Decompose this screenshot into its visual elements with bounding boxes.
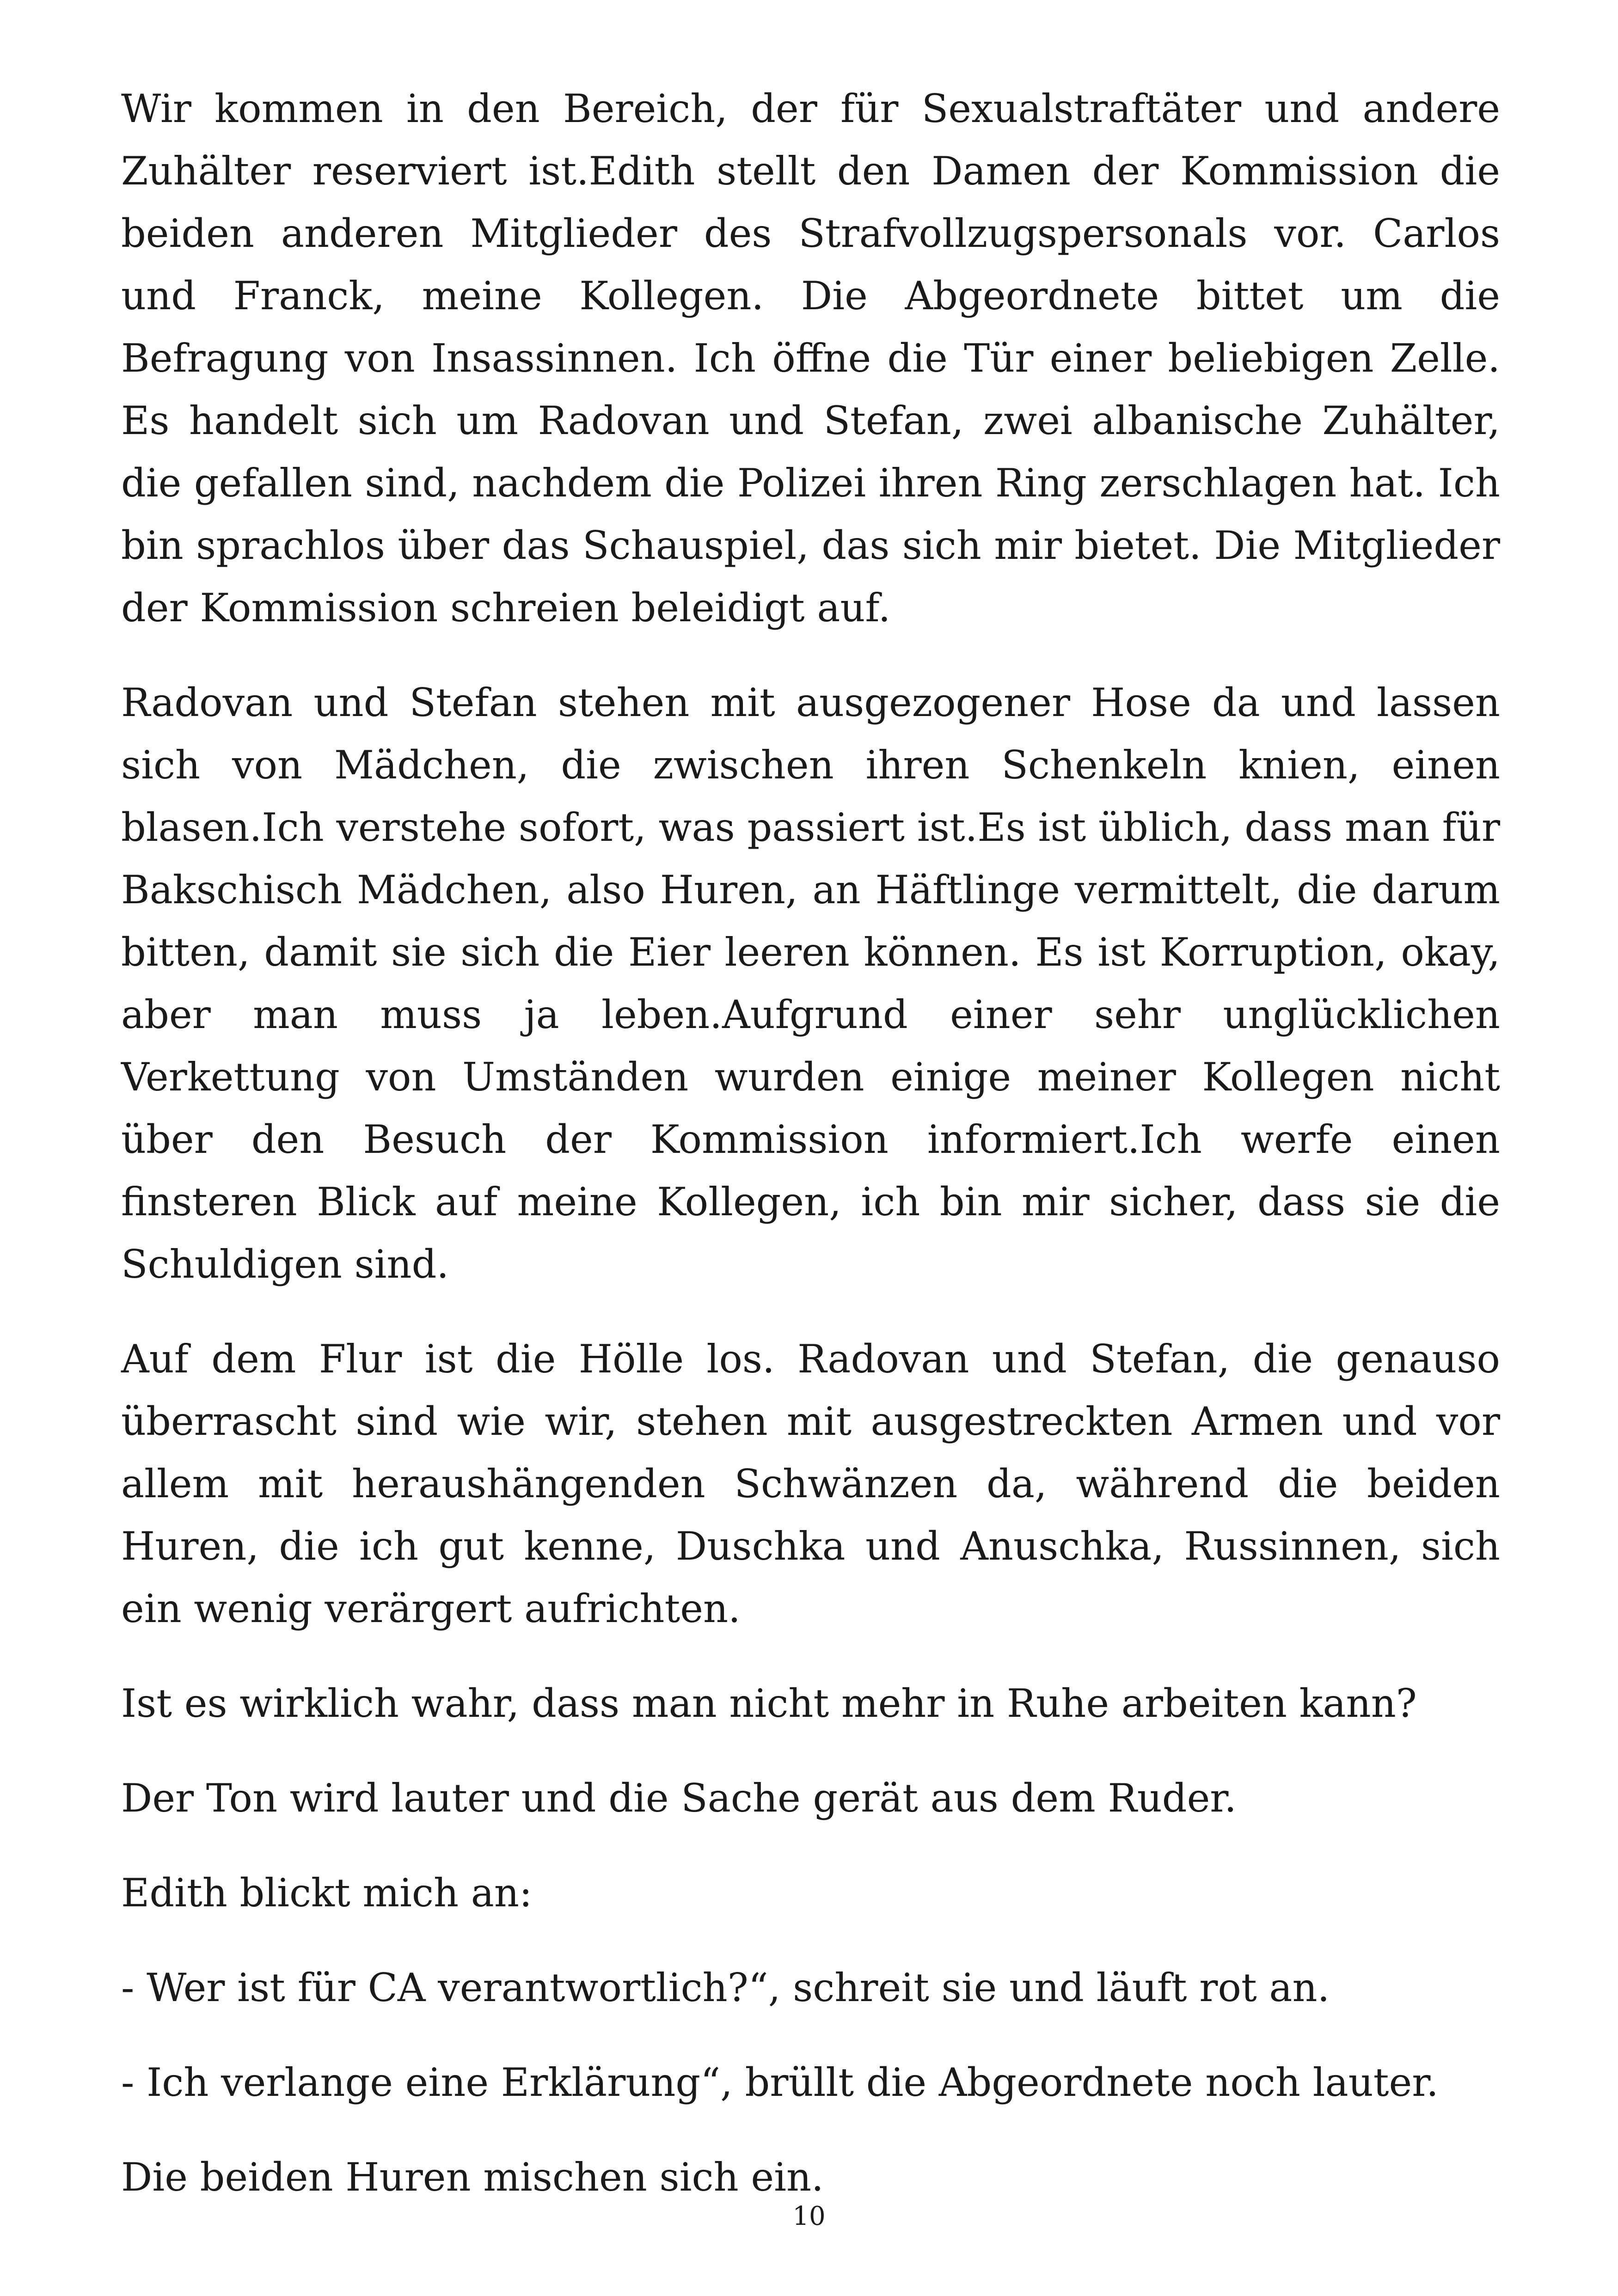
text-body — [121, 78, 1500, 2241]
paragraph-1: Wir kommen in den Bereich, der für Sexualstraftäter und andere Zuhälter reserviert ist.Edith stellt den Damen der Kommission die beiden anderen Mitglieder des Strafvollzugspersonals vor. Carlos und Franck, meine Kollegen. Die Abgeordnete bittet um die Befragung von Insassinnen. Ich öffne die Tür einer beliebigen Zelle. Es handelt sich um Radovan und Stefan, zwei albanische Zuhälter, die gefallen sind, nachdem die Polizei ihren Ring zerschlagen hat. Ich bin sprachlos über das Schauspiel, das sich mir bietet. Die Mitglieder der Kommission schreien beleidigt auf. — [121, 86, 1500, 631]
paragraph-8: - Ich verlange eine Erklärung“, brüllt die Abgeordnete noch lauter. — [121, 2060, 1439, 2105]
paragraph-3: Auf dem Flur ist die Hölle los. Radovan und Stefan, die genauso überrascht sind wie wir, stehen mit ausgestreckten Armen und vor allem mit heraushängenden Schwänzen da, während die beiden Huren, die ich gut kenne, Duschka und Anuschka, Russinnen, sich ein wenig verärgert aufrichten. — [121, 1336, 1500, 1631]
paragraph-9: Die beiden Huren mischen sich ein. — [121, 2155, 824, 2200]
paragraph-4: Ist es wirklich wahr, dass man nicht mehr in Ruhe arbeiten kann? — [121, 1681, 1417, 1726]
paragraph-7: - Wer ist für CA verantwortlich?“, schreit sie und läuft rot an. — [121, 1965, 1330, 2010]
paragraph-5: Der Ton wird lauter und die Sache gerät aus dem Ruder. — [121, 1776, 1237, 1821]
paragraph-2: Radovan und Stefan stehen mit ausgezogener Hose da und lassen sich von Mädchen, die zwischen ihren Schenkeln knien, einen blasen.Ich verstehe sofort, was passiert ist.Es ist üblich, dass man für Bakschisch Mädchen, also Huren, an Häftlinge vermittelt, die darum bitten, damit sie sich die Eier leeren können. Es ist Korruption, okay, aber man muss ja leben.Aufgrund einer sehr unglücklichen Verkettung von Umständen wurden einige meiner Kollegen nicht über den Besuch der Kommission informiert.Ich werfe einen finsteren Blick auf meine Kollegen, ich bin mir sicher, dass sie die Schuldigen sind. — [121, 680, 1500, 1287]
paragraph-6: Edith blickt mich an: — [121, 1870, 533, 1916]
page-number: 10 — [792, 2201, 826, 2231]
